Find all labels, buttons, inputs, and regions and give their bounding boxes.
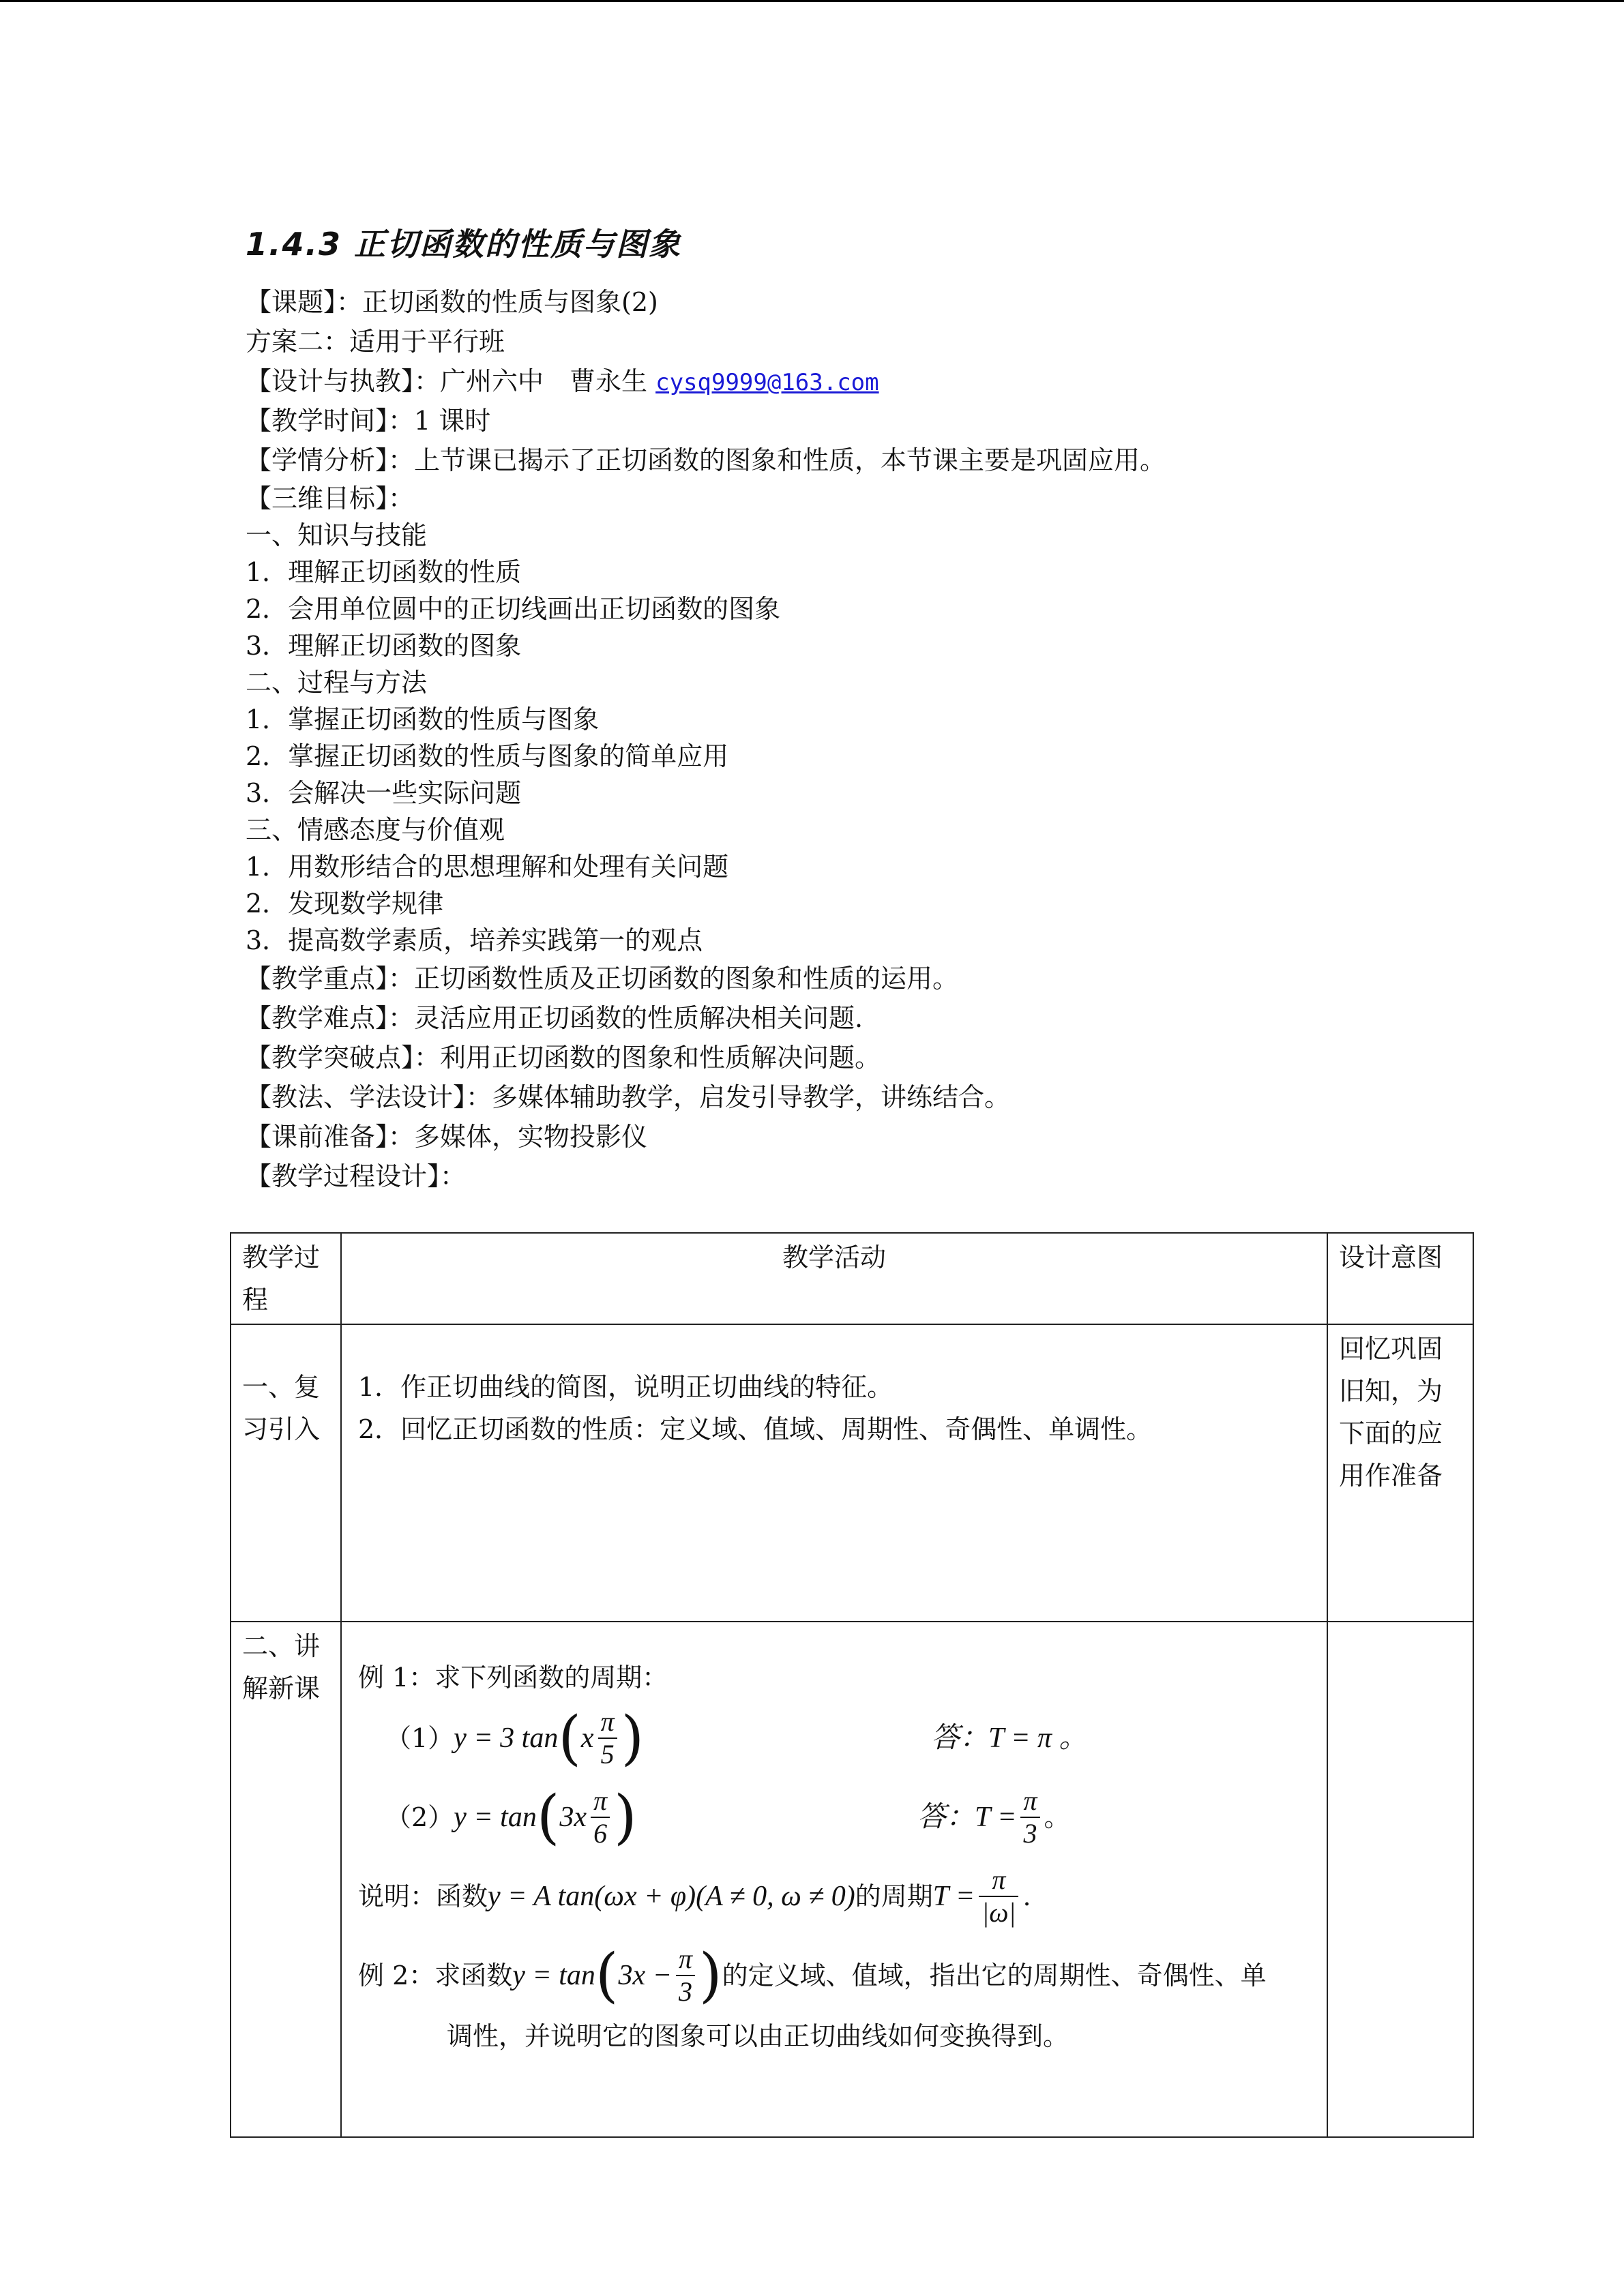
goal-section-3: 三、情感态度与价值观 (246, 815, 505, 845)
paren-close: ) (614, 1783, 637, 1851)
document-body (246, 217, 1473, 1196)
difficulties: 【教学难点】：灵活应用正切函数的性质解决相关问题. (246, 1003, 863, 1033)
goal-item: 3．理解正切函数的图象 (246, 631, 522, 661)
fraction-num: π (598, 1706, 617, 1739)
goal-item: 3．提高数学素质，培养实践第一的观点 (246, 925, 703, 955)
goal-item: 2．发现数学规律 (246, 889, 444, 919)
function-arg: x (580, 1723, 594, 1754)
fraction-num: π (1020, 1785, 1039, 1818)
paren-open: ( (595, 1941, 619, 2010)
fraction-den: 5 (600, 1739, 615, 1770)
fraction-den: 3 (678, 1976, 692, 2007)
table-row (231, 1622, 1473, 2137)
example-1-part-2 (358, 1778, 1316, 1857)
fraction-num: π (591, 1785, 610, 1818)
goals-heading: 【三维目标】： (246, 483, 415, 513)
fraction-den: |ω| (981, 1897, 1016, 1928)
goal-section-2: 二、过程与方法 (246, 668, 428, 698)
header-activity: 教学活动 (341, 1233, 1327, 1324)
activity-cell (341, 1622, 1327, 2137)
example-2 (358, 1936, 1316, 2015)
fraction (598, 1706, 617, 1770)
example-2-prefix: 例 2：求函数 (358, 1960, 513, 1991)
fraction (676, 1943, 695, 2008)
fraction (591, 1785, 610, 1849)
fraction-den: 3 (1023, 1818, 1037, 1849)
designer-label: 【设计与执教】：广州六中 曹永生 (246, 366, 648, 396)
breakthrough: 【教学突破点】：利用正切函数的图象和性质解决问题。 (246, 1043, 881, 1073)
goal-item: 1．用数形结合的思想理解和处理有关问题 (246, 852, 729, 882)
example-2-line-2: 调性，并说明它的图象可以由正切曲线如何变换得到。 (447, 2021, 1069, 2051)
paren-open: ( (536, 1783, 560, 1851)
designer-line (246, 361, 1473, 401)
fraction-den: 6 (593, 1818, 608, 1849)
paren-close: ) (699, 1941, 722, 2010)
key-points: 【教学重点】：正切函数性质及正切函数的图象和性质的运用。 (246, 964, 959, 994)
function-expr: y = tan (512, 1960, 595, 1991)
function-arg: 3x (559, 1802, 587, 1833)
stage-cell: 一、复习引入 (231, 1324, 341, 1622)
goal-item: 1．理解正切函数的性质 (246, 557, 522, 587)
student-analysis: 【学情分析】：上节课已揭示了正切函数的图象和性质，本节课主要是巩固应用。 (246, 445, 1166, 475)
table-header-row (231, 1233, 1473, 1324)
goal-section-1: 一、知识与技能 (246, 520, 428, 550)
goal-item: 1．掌握正切函数的性质与图象 (246, 704, 600, 734)
email-link[interactable]: cysq9999@163.com (655, 369, 879, 396)
goal-item: 3．会解决一些实际问题 (246, 778, 522, 808)
fraction (979, 1864, 1018, 1928)
stage-cell: 二、讲解新课 (231, 1622, 341, 2137)
page-top-border (0, 0, 1624, 2)
lesson-table (230, 1232, 1474, 2138)
activity-item: 2．回忆正切函数的性质：定义域、值域、周期性、奇偶性、单调性。 (358, 1414, 1153, 1444)
fraction-num: π (676, 1943, 695, 1976)
fraction-num: π (979, 1864, 1018, 1897)
process-heading: 【教学过程设计】： (246, 1161, 467, 1191)
period-note (358, 1857, 1316, 1936)
answer: 答：T = π 。 (931, 1723, 1088, 1754)
goal-item: 2．掌握正切函数的性质与图象的简单应用 (246, 741, 729, 771)
teaching-time: 【教学时间】：1 课时 (246, 406, 491, 436)
function-expr: y = tan (454, 1802, 537, 1833)
paren-open: ( (558, 1704, 581, 1772)
note-prefix: 说明：函数 (358, 1881, 488, 1911)
plan-line: 方案二：适用于平行班 (246, 327, 505, 357)
preparation: 【课前准备】：多媒体，实物投影仪 (246, 1122, 648, 1152)
part-label: （1） (385, 1723, 454, 1753)
header-stage: 教学过程 (231, 1233, 341, 1324)
topic-line: 【课题】：正切函数的性质与图象(2) (246, 287, 658, 317)
example-1-part-1 (358, 1699, 1316, 1778)
answer-prefix: 答：T = (917, 1802, 1017, 1833)
answer (917, 1785, 1070, 1849)
example-1-title: 例 1：求下列函数的周期： (358, 1663, 668, 1693)
goal-item: 2．会用单位圆中的正切线画出正切函数的图象 (246, 594, 781, 624)
function-arg: 3x − (618, 1960, 672, 1991)
fraction (1020, 1785, 1039, 1849)
intent-cell (1327, 1622, 1473, 2137)
example-2-text: 的定义域、值域，指出它的周期性、奇偶性、单 (722, 1960, 1267, 1991)
method-design: 【教法、学法设计】：多媒体辅助教学，启发引导教学，讲练结合。 (246, 1082, 1011, 1112)
header-intent: 设计意图 (1327, 1233, 1473, 1324)
page-title: 1.4.3 正切函数的性质与图象 (246, 226, 681, 263)
paren-close: ) (621, 1704, 645, 1772)
function-expr: y = 3 tan (454, 1723, 559, 1754)
note-suffix: . (1022, 1881, 1031, 1911)
answer-suffix: 。 (1044, 1802, 1070, 1832)
part-label: （2） (385, 1802, 454, 1832)
activity-item: 1．作正切曲线的简图，说明正切曲线的特征。 (358, 1372, 894, 1402)
intent-cell: 回忆巩固旧知，为下面的应用作准备 (1327, 1324, 1473, 1622)
note-middle: 的周期 (855, 1881, 933, 1911)
note-period: T = (932, 1881, 975, 1912)
table-row (231, 1324, 1473, 1622)
note-function: y = A tan(ωx + φ)(A ≠ 0, ω ≠ 0) (488, 1881, 855, 1912)
activity-cell (341, 1324, 1327, 1622)
